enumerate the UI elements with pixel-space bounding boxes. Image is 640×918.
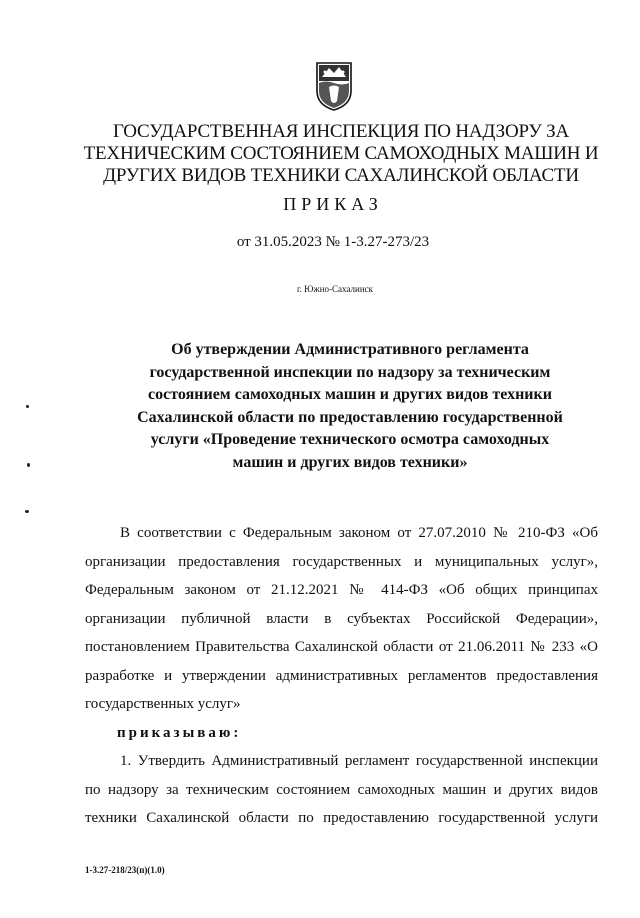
document-body: [85, 519, 598, 833]
scan-speck: [27, 463, 30, 467]
document-title: [100, 339, 600, 474]
preamble-line: Федеральным законом от 21.12.2021 № 414-ФЗ «Об общих принципах: [85, 582, 598, 598]
preamble-line: организации публичной власти в субъектах Российской Федерации»,: [85, 610, 598, 627]
item1-line: 1. Утвердить Административный регламент государственной инспекции: [120, 753, 598, 769]
order-word: приказываю:: [117, 724, 242, 741]
footer-document-code: 1-3.27-218/23(п)(1.0): [85, 865, 165, 875]
organization-line: ТЕХНИЧЕСКИМ СОСТОЯНИЕМ САМОХОДНЫХ МАШИН И: [83, 143, 599, 164]
document-city: г. Южно-Сахалинск: [296, 284, 373, 294]
document-type: ПРИКАЗ: [283, 194, 383, 214]
title-line: государственной инспекции по надзору за техническим: [149, 363, 551, 381]
item1-line: по надзору за техническим состоянием самоходных машин и других видов: [85, 781, 598, 798]
preamble-line: организации предоставления государственных и муниципальных услуг»,: [85, 553, 598, 570]
title-line: состоянием самоходных машин и других видов техники: [148, 386, 552, 403]
document-date-number: от 31.05.2023 № 1-3.27-273/23: [236, 234, 430, 250]
title-line: Сахалинской области по предоставлению государственной: [137, 408, 563, 426]
preamble-line: разработке и утверждении административных регламентов предоставления: [85, 667, 598, 684]
scan-speck: [26, 405, 29, 408]
organization-line: ГОСУДАРСТВЕННАЯ ИНСПЕКЦИЯ ПО НАДЗОРУ ЗА: [112, 121, 570, 142]
sakhalin-coat-of-arms-icon: [314, 61, 354, 111]
preamble-line: постановлением Правительства Сахалинской области от 21.06.2011 № 233 «О: [85, 639, 598, 655]
preamble-line: В соответствии с Федеральным законом от 27.07.2010 № 210-ФЗ «Об: [120, 525, 598, 541]
title-line: машин и других видов техники»: [232, 453, 468, 471]
preamble-line: государственных услуг»: [85, 696, 241, 712]
scan-speck: [25, 510, 29, 513]
title-line: Об утверждении Административного регламента: [171, 341, 529, 358]
organization-line: ДРУГИХ ВИДОВ ТЕХНИКИ САХАЛИНСКОЙ ОБЛАСТИ: [103, 165, 579, 186]
organization-name: [60, 121, 622, 187]
item1-line: техники Сахалинской области по предоставлению государственной услуги: [85, 810, 598, 826]
title-line: услуги «Проведение технического осмотра самоходных: [150, 431, 550, 448]
